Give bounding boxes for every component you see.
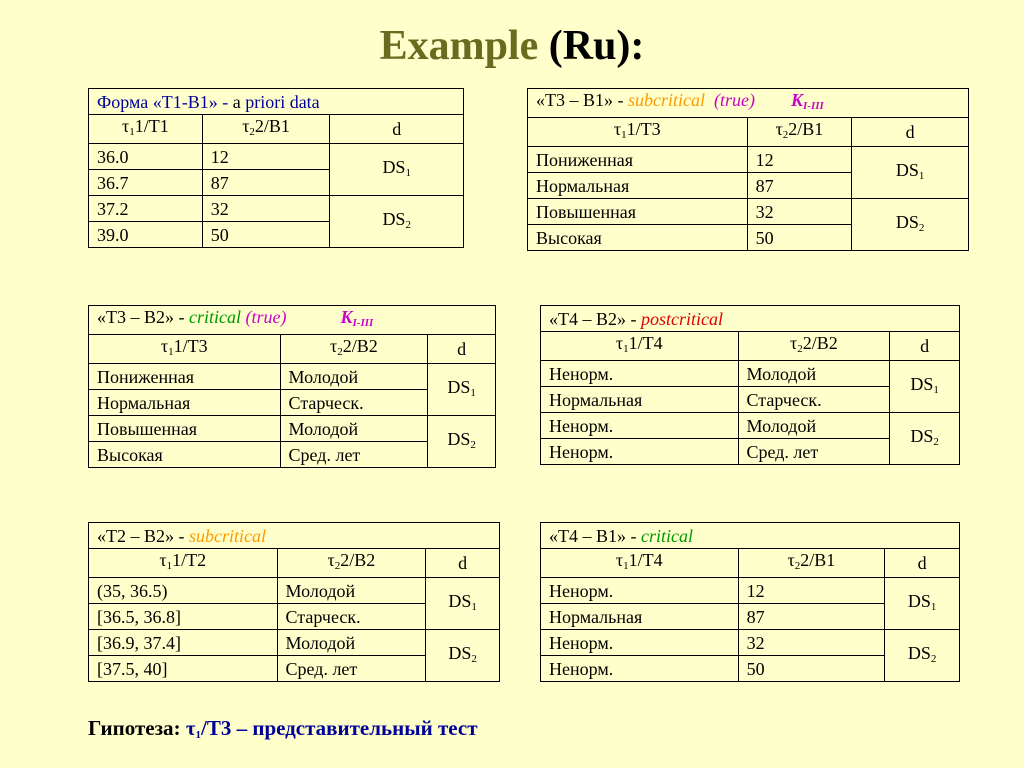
ds-cell: $DS_2$ <box>426 630 500 682</box>
table-t2-b2 <box>88 522 500 682</box>
col-header: $\tau_11/Т3$ <box>528 118 748 147</box>
table-cell: Пониженная <box>89 364 281 390</box>
table-cell: [36.5, 36.8] <box>89 604 278 630</box>
table-cell: 32 <box>747 199 852 225</box>
table-cell: (35, 36.5) <box>89 578 278 604</box>
table-cell: Молодой <box>280 416 428 442</box>
ds-cell: $DS_2$ <box>330 196 464 248</box>
table-cell: Молодой <box>738 361 890 387</box>
col-header: $\tau_22/В2$ <box>738 332 890 361</box>
table-cell: Сред. лет <box>738 439 890 465</box>
col-header: d <box>428 335 496 364</box>
table-cell: 37.2 <box>89 196 203 222</box>
col-header: d <box>330 115 464 144</box>
ds-cell: $DS_1$ <box>890 361 960 413</box>
hypothesis-label: Гипотеза <box>88 716 174 740</box>
table-cell: [37.5, 40] <box>89 656 278 682</box>
table-cell: 87 <box>747 173 852 199</box>
table-cell: Ненорм. <box>541 439 739 465</box>
col-header: d <box>885 549 960 578</box>
ds-cell: $DS_1$ <box>428 364 496 416</box>
table-cell: Пониженная <box>528 147 748 173</box>
table-cell: Старческ. <box>738 387 890 413</box>
table-cell: 39.0 <box>89 222 203 248</box>
table-header: «Т4 – В2» - postcritical <box>541 306 960 332</box>
ds-cell: $DS_1$ <box>885 578 960 630</box>
col-header: $\tau_22/В2$ <box>277 549 426 578</box>
col-header: $\tau_11/Т4$ <box>541 549 739 578</box>
table-header: «Т4 – В1» - critical <box>541 523 960 549</box>
ds-cell: $DS_1$ <box>330 144 464 196</box>
col-header: $\tau_11/Т4$ <box>541 332 739 361</box>
col-header: d <box>852 118 969 147</box>
table-cell: Ненорм. <box>541 413 739 439</box>
col-header: $\tau_22/В1$ <box>202 115 330 144</box>
ds-cell: $DS_1$ <box>852 147 969 199</box>
table-cell: 50 <box>738 656 885 682</box>
table-cell: Молодой <box>280 364 428 390</box>
table-cell: Ненорм. <box>541 630 739 656</box>
ds-cell: $DS_2$ <box>885 630 960 682</box>
table-header: «Т3 – В2» - critical (true) $K_{I-III}$ <box>89 306 496 335</box>
table-cell: 32 <box>738 630 885 656</box>
table-cell: Сред. лет <box>280 442 428 468</box>
table-cell: Молодой <box>277 578 426 604</box>
table-t1-b1 <box>88 88 464 248</box>
table-cell: Нормальная <box>89 390 281 416</box>
col-header: $\tau_22/В1$ <box>747 118 852 147</box>
table-header: «Т3 – В1» - subcritical (true) $K_{I-III}$ <box>528 89 969 118</box>
table-cell: 12 <box>202 144 330 170</box>
col-header: d <box>426 549 500 578</box>
col-header: $\tau_11/Т2$ <box>89 549 278 578</box>
table-cell: 12 <box>747 147 852 173</box>
table-cell: Нормальная <box>541 387 739 413</box>
col-header: $\tau_22/В2$ <box>280 335 428 364</box>
table-t3-b1 <box>527 88 969 251</box>
col-header: d <box>890 332 960 361</box>
ds-cell: $DS_2$ <box>428 416 496 468</box>
table-cell: Молодой <box>277 630 426 656</box>
table-t3-b2 <box>88 305 496 468</box>
title-word: Example <box>379 23 539 69</box>
table-cell: Ненорм. <box>541 578 739 604</box>
table-cell: Ненорм. <box>541 656 739 682</box>
ds-cell: $DS_1$ <box>426 578 500 630</box>
table-cell: 50 <box>202 222 330 248</box>
table-cell: Нормальная <box>528 173 748 199</box>
table-cell: 36.7 <box>89 170 203 196</box>
table-cell: Нормальная <box>541 604 739 630</box>
table-cell: 36.0 <box>89 144 203 170</box>
table-cell: 32 <box>202 196 330 222</box>
table-cell: [36.9, 37.4] <box>89 630 278 656</box>
col-header: $\tau_11/Т3$ <box>89 335 281 364</box>
col-header: $\tau_22/В1$ <box>738 549 885 578</box>
ds-cell: $DS_2$ <box>890 413 960 465</box>
ds-cell: $DS_2$ <box>852 199 969 251</box>
table-cell: Старческ. <box>280 390 428 416</box>
table-cell: Повышенная <box>89 416 281 442</box>
table-cell: Ненорм. <box>541 361 739 387</box>
table-cell: Высокая <box>528 225 748 251</box>
table-cell: 87 <box>202 170 330 196</box>
hypothesis-text: /Т3 – представительный тест <box>201 716 478 740</box>
slide-title <box>0 22 1024 70</box>
table-cell: 50 <box>747 225 852 251</box>
table-cell: 87 <box>738 604 885 630</box>
table-t4-b2 <box>540 305 960 465</box>
table-header: Форма «Т1-В1» - a priori data <box>89 89 464 115</box>
hypothesis-line: Гипотеза: $\tau_1/Т3$ – представительный тест <box>88 716 478 741</box>
table-cell: Повышенная <box>528 199 748 225</box>
table-cell: Высокая <box>89 442 281 468</box>
col-header: $\tau_11/Т1$ <box>89 115 203 144</box>
table-cell: Старческ. <box>277 604 426 630</box>
title-paren: (Ru): <box>548 23 645 69</box>
table-cell: Сред. лет <box>277 656 426 682</box>
table-cell: Молодой <box>738 413 890 439</box>
table-header: «Т2 – В2» - subcritical <box>89 523 500 549</box>
table-cell: 12 <box>738 578 885 604</box>
table-t4-b1 <box>540 522 960 682</box>
